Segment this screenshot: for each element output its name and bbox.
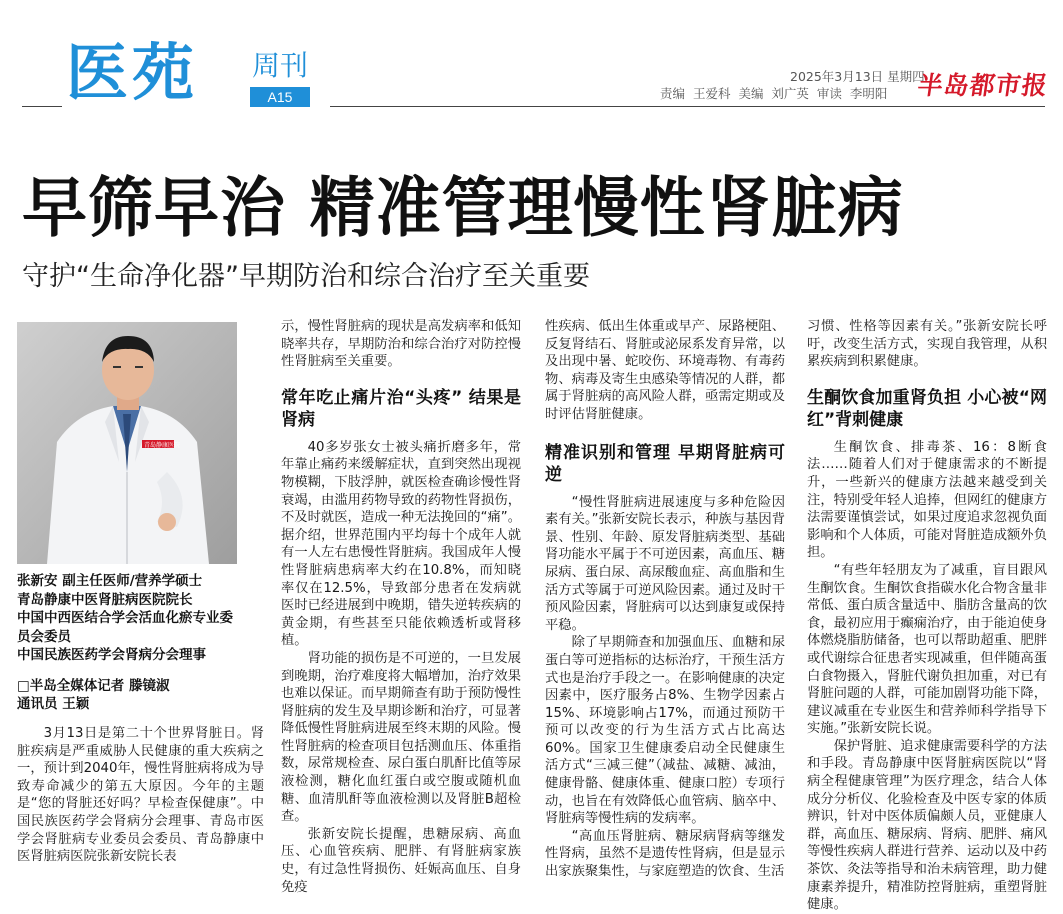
issue-date: 2025年3月13日 星期四 (790, 69, 925, 84)
paragraph: 保护肾脏、追求健康需要科学的方法和手段。青岛静康中医肾脏病医院以“肾病全程健康管理”为医疗理念，结合人体成分分析仪、化验检查及中医专家的体质辨识，针对中医体质偏颇人员，亚健康人群，高血压、糖尿病、肾病、肥胖、痛风等慢性疾病人群进行营养、运动以及中药茶饮、灸法等指导和治未病管理，助力健康素养提升，精准防控肾脏病，重塑肾脏健康。 (807, 738, 1047, 913)
section-heading: 生酮饮食加重肾负担 小心被“网红”背刺健康 (807, 387, 1047, 430)
photo-caption (17, 572, 267, 665)
paragraph: “有些年轻朋友为了减重，盲目跟风生酮饮食。生酮饮食指碳水化合物含量非常低、蛋白质含量适中、脂肪含量高的饮食，最初应用于癫痫治疗，由于能迫使身体燃烧脂肪储备，也可以帮助超重、肥胖或代谢综合征患者实现减重，但伴随高蛋白食物摄入，肾脏代谢负担加重，对已有肾脏问题的人群，可能加剧肾功能下降，建议减重在专业医生和营养师科学指导下实施。”张新安院长说。 (807, 562, 1047, 737)
paragraph: “慢性肾脏病进展速度与多种危险因素有关。”张新安院长表示，种族与基因背景、性别、年龄、原发肾脏病类型、基础肾功能水平属于不可逆因素，高血压、糖尿病、蛋白尿、高尿酸血症、高血脂和生活方式等属于可逆风险因素。通过及时干预风险因素，肾脏病可以达到康复或保持平稳。 (545, 494, 785, 633)
article-column-3 (545, 318, 785, 881)
article-headline: 早筛早治 精准管理慢性肾脏病 (22, 171, 904, 246)
page-number-badge: A15 (250, 87, 310, 107)
paragraph: 习惯、性格等因素有关。”张新安院长呼吁，改变生活方式，实现自我管理，从积累疾病到积累健康。 (807, 319, 1047, 370)
section-title: 医苑 (66, 36, 199, 109)
paragraph: 40多岁张女士被头痛折磨多年，常年靠止痛药来缓解症状，直到突然出现视物模糊，下肢浮肿，就医检查确诊慢性肾衰竭，由滥用药物导致的药物性肾损伤，不及时就医，造成一种无法挽回的“痛”。据介绍，世界范围内平均每十个成年人就有一人左右患慢性肾脏病。我国成年人慢性肾脏病患病率大约在10.8%，而知晓率仅在12.5%，导致部分患者在发病就医时已经进展到中晚期，错失逆转疾病的黄金期，有些甚至只能依赖透析或肾移植。 (281, 439, 521, 649)
doctor-portrait-illustration (17, 322, 237, 564)
section-heading: 常年吃止痛片治“头疼” 结果是肾病 (281, 387, 521, 430)
masthead-rule-right (330, 106, 1045, 107)
byline-reporter: □半岛全媒体记者 滕镜淑 (17, 678, 170, 694)
byline-correspondent: 通讯员 王颖 (17, 696, 90, 712)
coat-badge-text: 青岛静康医院 (144, 442, 181, 449)
paragraph: 性疾病、低出生体重或早产、尿路梗阻、反复肾结石、肾脏或泌尿系发育异常，以及出现中暑、蛇咬伤、环境毒物、有毒药物、病毒及寄生虫感染等情况的人群，都属于肾脏病的高风险人群，亟需定期或及时评估肾脏健康。 (545, 319, 785, 422)
paragraph: “高血压肾脏病、糖尿病肾病等继发性肾病，虽然不是遗传性肾病，但是显示出家族聚集性，与家庭塑造的饮食、生活 (545, 828, 785, 880)
caption-line: 中国民族医药学会肾病分会理事 (17, 647, 206, 663)
doctor-portrait-photo (17, 322, 237, 564)
paragraph: 肾功能的损伤是不可逆的，一旦发展到晚期，治疗难度将大幅增加，治疗效果也难以保证。而早期筛查有助于预防慢性肾脏病的发生及早期诊断和治疗，可显著降低慢性肾脏病进展至终末期的风险。慢性肾脏病的检查项目包括测血压、体重指数，尿常规检查、尿白蛋白肌酐比值等尿液检测，糖化血红蛋白或空腹或随机血糖、血清肌酐等血液检测以及肾脏B超检查。 (281, 650, 521, 825)
paragraph: 3月13日是第二十个世界肾脏日。肾脏疾病是严重威胁人民健康的重大疾病之一，预计到2040年，慢性肾脏病将成为导致寿命减少的第五大原因。今年的主题是“您的肾脏还好吗？早检查保健康”。中国民族医药学会肾病分会理事、青岛市医学会肾脏病专业委员会委员、青岛静康中医肾脏病医院张新安院长表 (17, 726, 264, 865)
article-column-1 (17, 725, 264, 866)
newspaper-logo (915, 66, 1050, 102)
paragraph: 张新安院长提醒，患糖尿病、高血压、心血管疾病、肥胖、有肾脏病家族史，有过急性肾损伤、妊娠高血压、自身免疫 (281, 826, 521, 895)
caption-line: 员会委员 (17, 628, 71, 645)
article-column-2 (281, 318, 521, 896)
paragraph: 除了早期筛查和加强血压、血糖和尿蛋白等可逆指标的达标治疗，干预生活方式也是治疗手段之一。在影响健康的决定因素中，医疗服务占8%、生物学因素占15%、环境影响占17%，而通过预防干预可以改变的行为生活方式占比高达60%。国家卫生健康委启动全民健康生活方式“三减三健”（减盐、减糖、减油，健康骨骼、健康体重、健康口腔）专项行动，也旨在有效降低心血管病、脑卒中、肾脏病等慢性病的发病率。 (545, 635, 785, 827)
article-column-4 (807, 318, 1047, 914)
masthead-rule-left (22, 106, 62, 107)
caption-line: 青岛静康中医肾脏病医院院长 (17, 591, 193, 608)
editor-credits: 责编 王爱科 美编 刘广英 审读 李明阳 (660, 86, 888, 101)
paragraph: 生酮饮食、排毒茶、16：8断食法……随着人们对于健康需求的不断提升，一些新兴的健康方法越来越受到关注，特别受年轻人追捧，但网红的健康方法需要谨慎尝试，如果过度追求忽视负面影响和个人体质，可能对肾脏造成额外负担。 (807, 439, 1047, 561)
caption-line: 中国中西医结合学会活血化瘀专业委 (17, 610, 233, 626)
newspaper-logo-text: 半岛都市报 (915, 71, 1050, 100)
byline (17, 677, 267, 713)
section-heading: 精准识别和管理 早期肾脏病可逆 (545, 442, 785, 485)
paragraph: 示，慢性肾脏病的现状是高发病率和低知晓率共存，早期防治和综合治疗对防控慢性肾脏病至关重要。 (281, 319, 521, 370)
weekly-label: 周刊 (252, 49, 309, 82)
article-subheadline: 守护“生命净化器”早期防治和综合治疗至关重要 (22, 261, 590, 292)
caption-line: 张新安 副主任医师/营养学硕士 (17, 573, 203, 589)
